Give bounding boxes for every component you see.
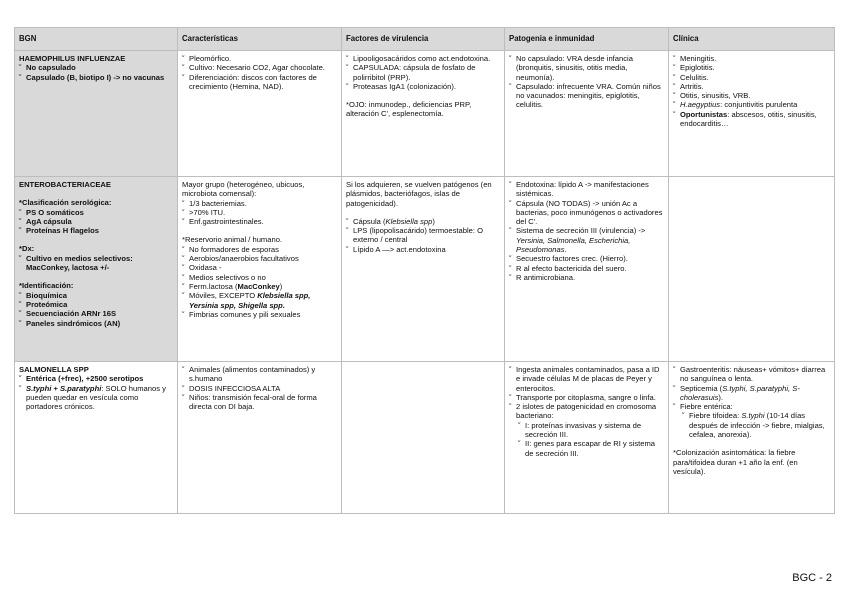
- cell-bgn: [15, 177, 178, 362]
- list-subitem: ˘ Fiebre tifoidea: S.typhi (10-14 días después de infección -> fiebre, mialgias, cefalea, anorexia).: [682, 411, 830, 439]
- page-footer: BGC - 2: [792, 572, 832, 584]
- list-item: ˘ Ingesta animales contaminados, pasa a ID e invade células M de placas de Peyer y enterocitos.: [509, 365, 664, 393]
- header-virulencia: Factores de virulencia: [342, 28, 505, 51]
- bgn-table: [14, 27, 835, 514]
- note: *OJO: inmunodep., deficiencias PRP, alteración C', esplenectomía.: [346, 100, 472, 119]
- organism-title: ENTEROBACTERIACEAE: [19, 180, 111, 189]
- list-item: ˘ Paneles sindrómicos (AN): [19, 319, 173, 328]
- list-item: ˘ 2 islotes de patogenicidad en cromosoma bacteriano:: [509, 402, 664, 421]
- list-item: ˘ Oportunistas: abscesos, otitis, sinusitis, endocarditis…: [673, 110, 830, 129]
- list-item: ˘ Cultivo: Necesario CO2, Agar chocolate.: [182, 63, 337, 72]
- cell-virulencia: [342, 177, 505, 362]
- list-item: ˘ Diferenciación: discos con factores de crecimiento (Hemina, NAD).: [182, 73, 337, 92]
- list-item: ˘ DOSIS INFECCIOSA ALTA: [182, 384, 337, 393]
- list-item: ˘ No formadores de esporas: [182, 245, 337, 254]
- list-item: ˘ Transporte por citoplasma, sangre o linfa.: [509, 393, 664, 402]
- list-item: ˘ No capsulado: VRA desde infancia (bronquitis, sinusitis, otitis media, neumonía).: [509, 54, 664, 82]
- list-item: ˘ Meningitis.: [673, 54, 830, 63]
- list-item: ˘ Proteómica: [19, 300, 173, 309]
- list-subitem: ˘ II: genes para escapar de RI y sistema de secreción III.: [518, 439, 664, 458]
- list-item: ˘ Cultivo en medios selectivos: MacConkey, lactosa +/-: [19, 254, 173, 273]
- cell-clinica: [669, 177, 835, 362]
- header-patogenia: Patogenia e inmunidad: [505, 28, 669, 51]
- table-row-haemophilus: [15, 51, 835, 177]
- list-item: ˘ Fimbrias comunes y pili sexuales: [182, 310, 337, 319]
- organism-title: SALMONELLA SPP: [19, 365, 89, 374]
- list-item: ˘ Cápsula (Klebsiella spp): [346, 217, 500, 226]
- list-item: ˘ Medios selectivos o no: [182, 273, 337, 282]
- cell-bgn: [15, 362, 178, 514]
- cell-clinica: [669, 51, 835, 177]
- list-item: ˘ CAPSULADA: cápsula de fosfato de polirribitol (PRP).: [346, 63, 500, 82]
- header-row: [15, 28, 835, 51]
- list-item: ˘ Cápsula (NO TODAS) -> unión Ac a bacterias, poco inmunógenos o activadores del C'.: [509, 199, 664, 227]
- list-item: ˘ >70% ITU.: [182, 208, 337, 217]
- list-item: ˘ Capsulado (B, biotipo I) -> no vacunas: [19, 73, 173, 82]
- list-item: ˘ Ferm.lactosa (MacConkey): [182, 282, 337, 291]
- list-item: ˘ R al efecto bactericida del suero.: [509, 264, 664, 273]
- list-item: ˘ PS O somáticos: [19, 208, 173, 217]
- cell-patogenia: [505, 362, 669, 514]
- list-item: ˘ Septicemia (S.typhi, S.paratyphi, S-cholerasuis).: [673, 384, 830, 403]
- note: *Colonización asintomática: la fiebre para/tifoidea duran +1 año la enf. (en vesícula).: [673, 448, 798, 476]
- list-item: ˘ R antimicrobiana.: [509, 273, 664, 282]
- section-title: *Dx:: [19, 244, 35, 254]
- cell-clinica: [669, 362, 835, 514]
- list-item: ˘ Móviles, EXCEPTO Klebsiella spp, Yersinia spp, Shigella spp.: [182, 291, 337, 310]
- cell-patogenia: [505, 51, 669, 177]
- list-item: ˘ Entérica (+frec), +2500 serotipos: [19, 374, 173, 383]
- list-item: ˘ 1/3 bacteriemias.: [182, 199, 337, 208]
- cell-bgn: [15, 51, 178, 177]
- list-item: ˘ Bioquímica: [19, 291, 173, 300]
- list-item: ˘ Celulitis.: [673, 73, 830, 82]
- list-item: ˘ Epiglotitis.: [673, 63, 830, 72]
- section-title: *Identificación:: [19, 281, 74, 291]
- list-item: ˘ Gastroenteritis: náuseas+ vómitos+ diarrea no sanguínea o lenta.: [673, 365, 830, 384]
- list-item: ˘ LPS (lipopolisacárido) termoestable: O externo / central: [346, 226, 500, 245]
- list-item: ˘ Lipooligosacáridos como act.endotoxina.: [346, 54, 500, 63]
- list-item: ˘ AgA cápsula: [19, 217, 173, 226]
- list-item: ˘ No capsulado: [19, 63, 173, 72]
- list-item: ˘ Enf.gastrointestinales.: [182, 217, 337, 226]
- list-item: ˘ Sistema de secreción III (virulencia) -> Yersinia, Salmonella, Escherichia, Pseudomonas.: [509, 226, 664, 254]
- section-title: *Clasificación serológica:: [19, 198, 112, 208]
- cell-virulencia: [342, 362, 505, 514]
- list-item: ˘ Fiebre entérica:: [673, 402, 830, 411]
- table-row-salmonella: [15, 362, 835, 514]
- list-item: ˘ H.aegyptius: conjuntivitis purulenta: [673, 100, 830, 109]
- reservorio-text: *Reservorio animal / humano.: [182, 235, 283, 245]
- cell-caracteristicas: [178, 362, 342, 514]
- list-item: ˘ Niños: transmisión fecal-oral de forma directa con DI baja.: [182, 393, 337, 412]
- organism-title: HAEMOPHILUS INFLUENZAE: [19, 54, 126, 63]
- list-item: ˘ Pleomórfico.: [182, 54, 337, 63]
- list-item: ˘ Artritis.: [673, 82, 830, 91]
- header-bgn: BGN: [15, 28, 178, 51]
- list-item: ˘ Secuestro factores crec. (Hierro).: [509, 254, 664, 263]
- list-item: ˘ Aerobios/anaerobios facultativos: [182, 254, 337, 263]
- list-item: ˘ Oxidasa -: [182, 263, 337, 272]
- list-item: ˘ Proteasas IgA1 (colonización).: [346, 82, 500, 91]
- intro-text: Si los adquieren, se vuelven patógenos (en plásmidos, bacteriófagos, islas de patogenicidad).: [346, 180, 492, 208]
- cell-patogenia: [505, 177, 669, 362]
- list-item: ˘ Animales (alimentos contaminados) y s.humano: [182, 365, 337, 384]
- list-item: ˘ Otitis, sinusitis, VRB.: [673, 91, 830, 100]
- header-caracteristicas: Características: [178, 28, 342, 51]
- list-item: ˘ Endotoxina: lípido A -> manifestaciones sistémicas.: [509, 180, 664, 199]
- list-item: ˘ Proteínas H flagelos: [19, 226, 173, 235]
- cell-virulencia: [342, 51, 505, 177]
- list-item: ˘ Lípido A —> act.endotoxina: [346, 245, 500, 254]
- list-subitem: ˘ I: proteínas invasivas y sistema de secreción III.: [518, 421, 664, 440]
- intro-text: Mayor grupo (heterogéneo, ubicuos, microbiota comensal):: [182, 180, 305, 199]
- header-clinica: Clínica: [669, 28, 835, 51]
- table-row-entero: [15, 177, 835, 362]
- list-item: ˘ Capsulado: infrecuente VRA. Común niños no vacunados: meningitis, epiglotitis, celulitis.: [509, 82, 664, 110]
- list-item: ˘ S.typhi + S.paratyphi: SOLO humanos y pueden quedar en vesícula como portadores crónicos.: [19, 384, 173, 412]
- list-item: ˘ Secuenciación ARNr 16S: [19, 309, 173, 318]
- cell-caracteristicas: [178, 177, 342, 362]
- cell-caracteristicas: [178, 51, 342, 177]
